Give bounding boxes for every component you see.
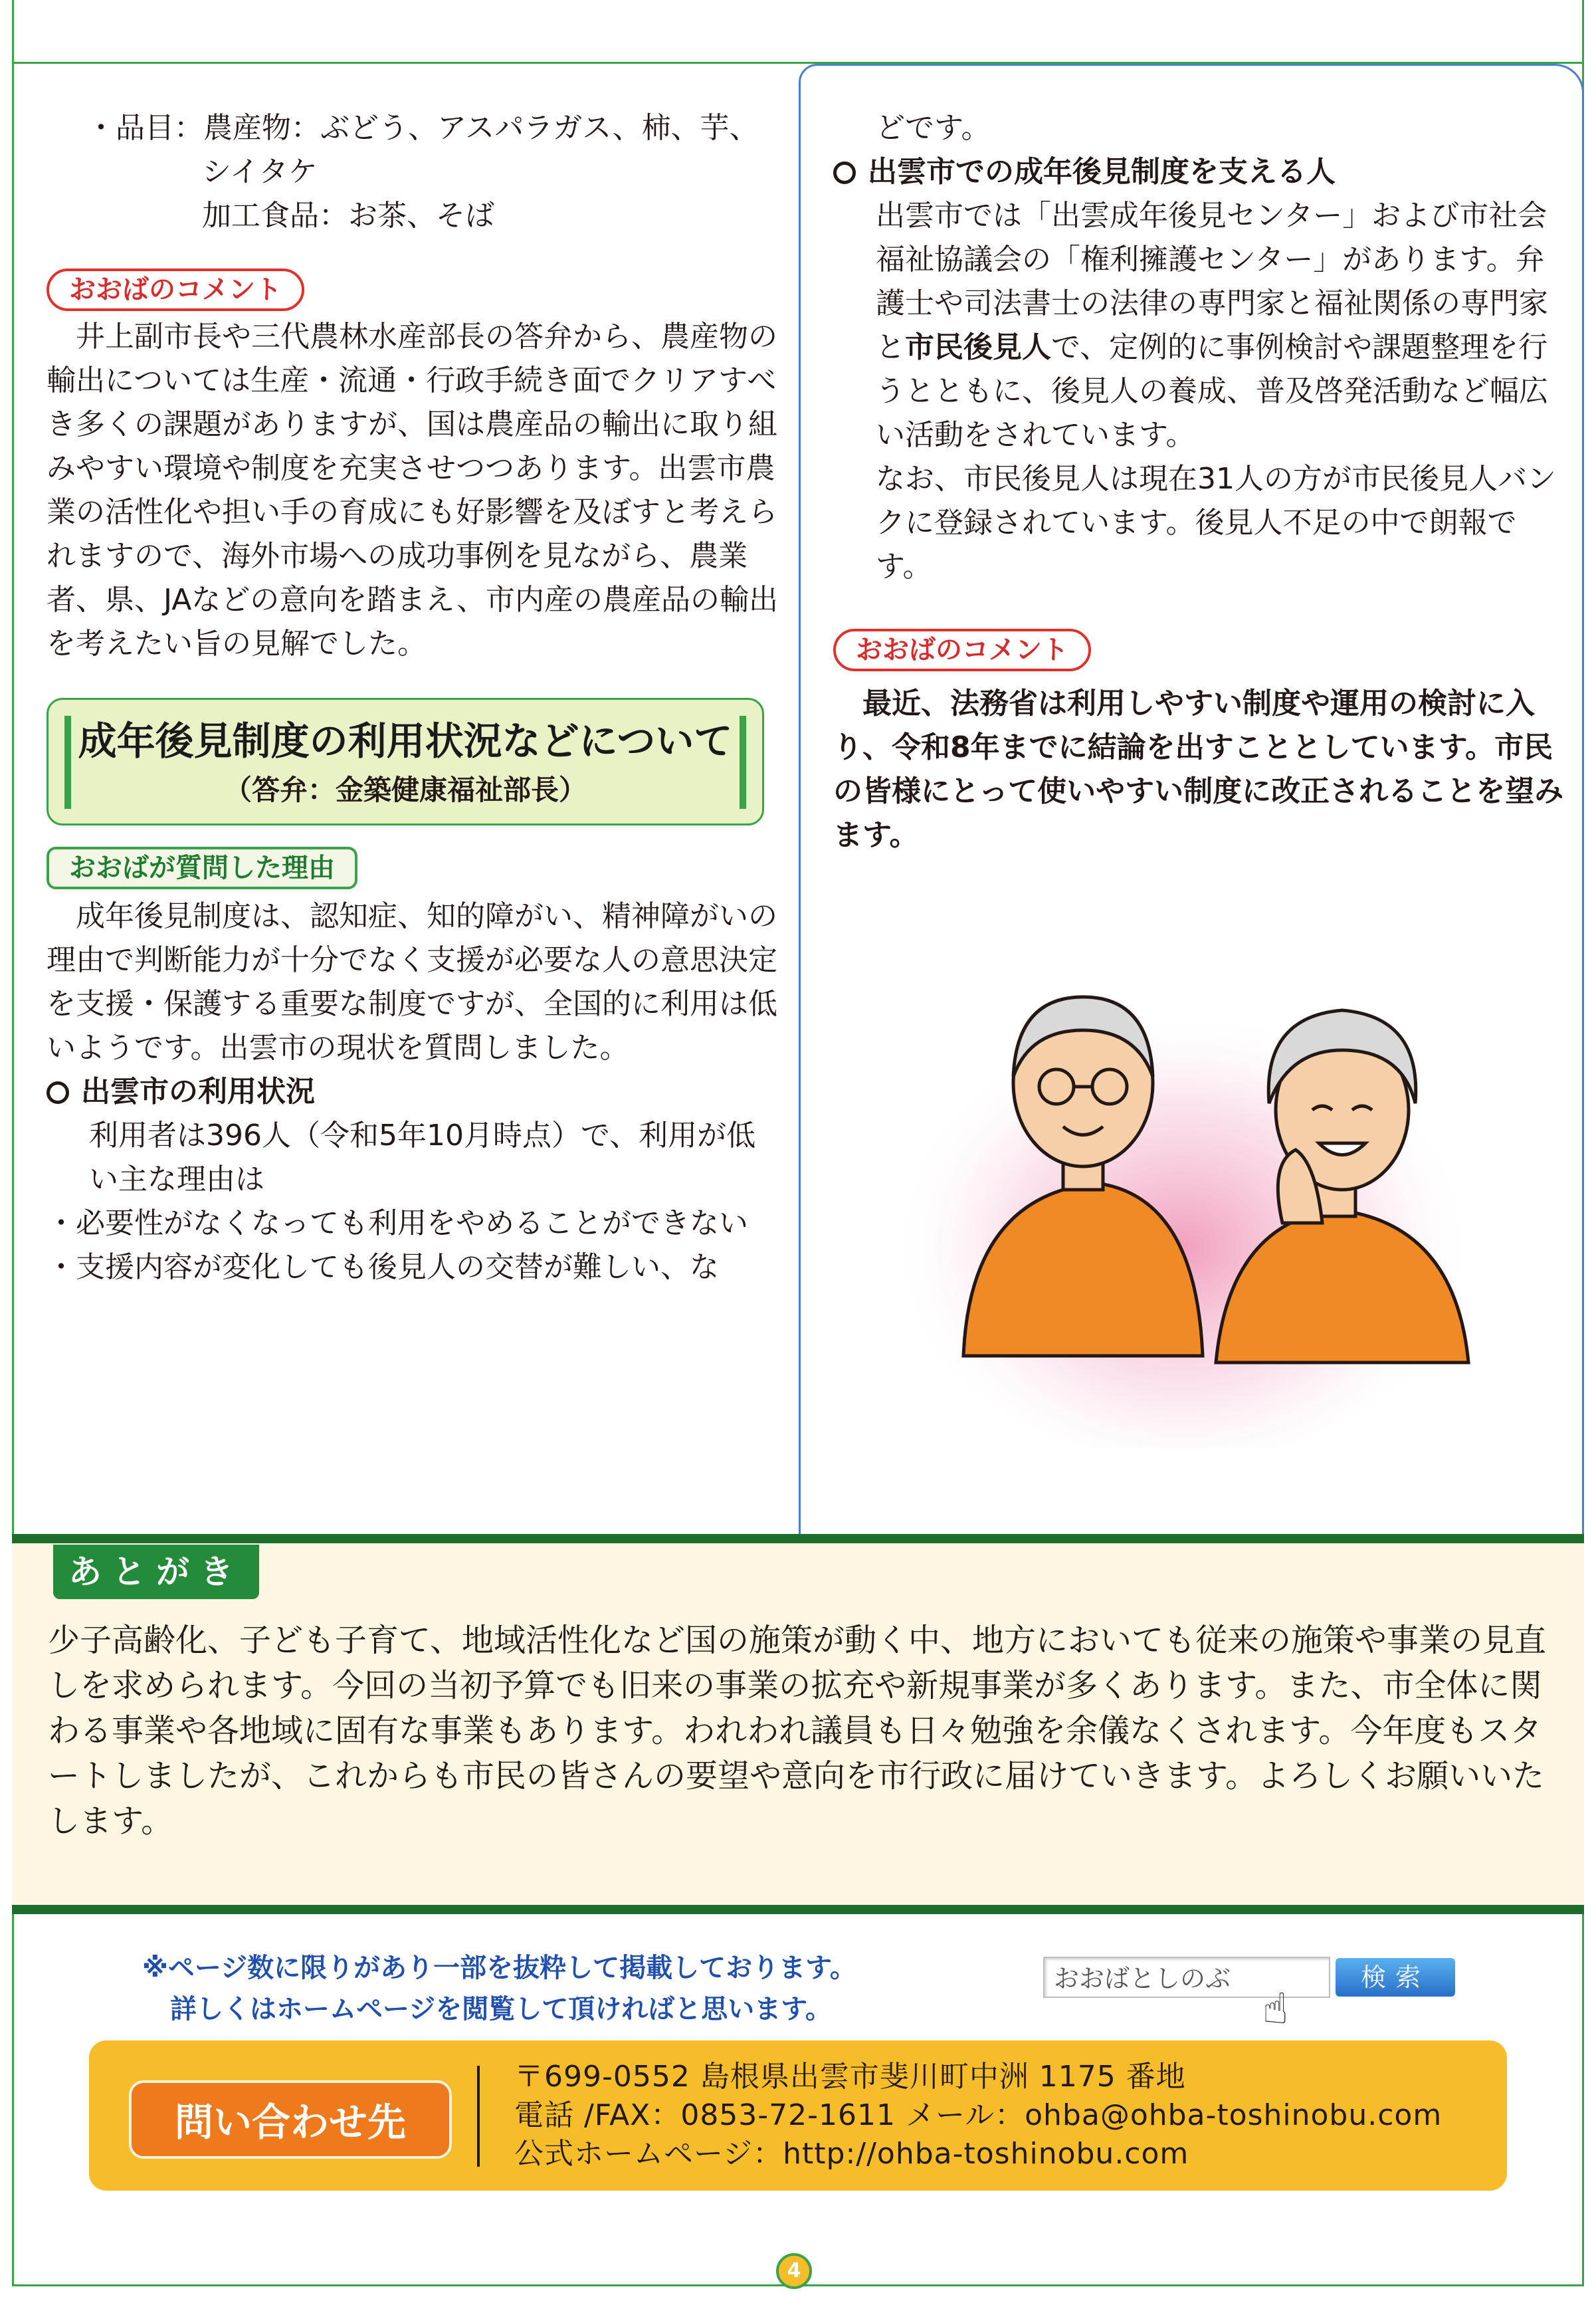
right-column	[833, 106, 1564, 857]
footer-note-2: 詳しくはホームページを閲覧して頂ければと思います。	[170, 1994, 832, 2025]
support-text	[833, 194, 1564, 457]
reason-tag: おおばが質問した理由	[47, 847, 357, 889]
footer-note	[142, 1947, 856, 2030]
support-bold: 市民後見人	[905, 330, 1051, 364]
afterword-tag: あとがき	[53, 1545, 259, 1599]
continued-text: どです。	[876, 111, 991, 145]
page-number: 4	[776, 2253, 812, 2289]
support-heading-text: 出雲市での成年後見制度を支える人	[868, 155, 1336, 189]
section-heading	[47, 698, 764, 825]
contact-box	[89, 2040, 1507, 2191]
hand-cursor-icon: ☝	[1262, 1985, 1288, 2034]
bullet-2: ・支援内容が変化しても後見人の交替が難しい、な	[47, 1250, 719, 1284]
support-text-a: 出雲市では「出雲成年後見センター」および市社会福祉協議会の「権利擁護センター」があります。弁護士や司法書士の法律の専門家と福祉関係の専門家と	[876, 199, 1548, 364]
contact-details	[514, 2058, 1442, 2173]
left-column	[47, 106, 784, 1289]
right-comment-tag: おおばのコメント	[833, 629, 1091, 671]
footer-note-1: ※ページ数に限りがあり一部を抜粋して掲載しております。	[142, 1953, 856, 1983]
contact-address: 〒699-0552 島根県出雲市斐川町中洲 1175 番地	[514, 2060, 1186, 2094]
support-text-b: で、定例的に事例検討や課題整理を行うとともに、後見人の養成、普及啓発活動など幅広い活動をされています。	[876, 330, 1548, 452]
bullet-1: ・必要性がなくなっても利用をやめることができない	[47, 1206, 748, 1240]
contact-label: 問い合わせ先	[129, 2080, 452, 2159]
usage-heading	[47, 1070, 784, 1114]
items-line3: 加工食品：お茶、そば	[202, 199, 494, 233]
contact-homepage[interactable]: 公式ホームページ：http://ohba-toshinobu.com	[514, 2137, 1189, 2171]
support-heading	[833, 150, 1564, 194]
contact-phone-email: 電話 /FAX：0853-72-1611 メール：ohba@ohba-toshinobu.com	[514, 2098, 1443, 2132]
items-line2: シイタケ	[202, 155, 318, 189]
reason-text: 成年後見制度は、認知症、知的障がい、精神障がいの理由で判断能力が十分でなく支援が必要な人の意思決定を支援・保護する重要な制度ですが、全国的に利用は低いようです。出雲市の現状を質問しました。	[47, 899, 777, 1065]
support-text-c: なお、市民後見人は現在31人の方が市民後見人バンクに登録されています。後見人不足の中で朗報です。	[876, 462, 1556, 584]
usage-text: 利用者は396人（令和5年10月時点）で、利用が低い主な理由は	[89, 1119, 756, 1196]
circle-icon	[833, 162, 856, 184]
afterword-bottom-bar	[12, 1905, 1584, 1914]
items-line1: ・品目：農産物：ぶどう、アスパラガス、柿、芋、	[86, 111, 759, 145]
contact-divider	[477, 2066, 480, 2167]
comment-text: 井上副市長や三代農林水産部長の答弁から、農産物の輸出については生産・流通・行政手続き面でクリアすべき多くの課題がありますが、国は農産品の輸出に取り組みやすい環境や制度を充実させつつあります。出雲市農業の活性化や担い手の育成にも好影響を及ぼすと考えられますので、海外市場への成功事例を見ながら、農業者、県、JAなどの意向を踏まえ、市内産の農産品の輸出を考えたい旨の見解でした。	[47, 320, 778, 661]
comment-tag: おおばのコメント	[47, 269, 304, 311]
afterword-text: 少子高齢化、子ども子育て、地域活性化など国の施策が動く中、地方においても従来の施策や事業の見直しを求められます。今回の当初予算でも旧来の事業の拡充や新規事業が多くあります。また、市全体に関わる事業や各地域に固有な事業もあります。われわれ議員も日々勉強を余儀なくされます。今年度もスタートしましたが、これからも市民の皆さんの要望や意向を市行政に届けていきます。よろしくお願いいたします。	[48, 1622, 1547, 1840]
search-input[interactable]: おおばとしのぶ	[1043, 1957, 1330, 1998]
elderly-couple-illustration	[884, 944, 1482, 1449]
search-box	[1043, 1957, 1455, 2001]
afterword-top-bar	[12, 1534, 1584, 1543]
section-title: 成年後見制度の利用状況などについて	[78, 718, 733, 764]
search-button[interactable]: 検索	[1336, 1958, 1455, 1997]
right-comment-text: 最近、法務省は利用しやすい制度や運用の検討に入り、令和8年までに結論を出すこととしています。市民の皆様にとって使いやすい制度に改正されることを望みます。	[833, 687, 1564, 852]
section-subtitle: （答弁：金築健康福祉部長）	[223, 774, 587, 806]
circle-icon	[47, 1081, 69, 1104]
usage-heading-text: 出雲市の利用状況	[81, 1075, 315, 1109]
